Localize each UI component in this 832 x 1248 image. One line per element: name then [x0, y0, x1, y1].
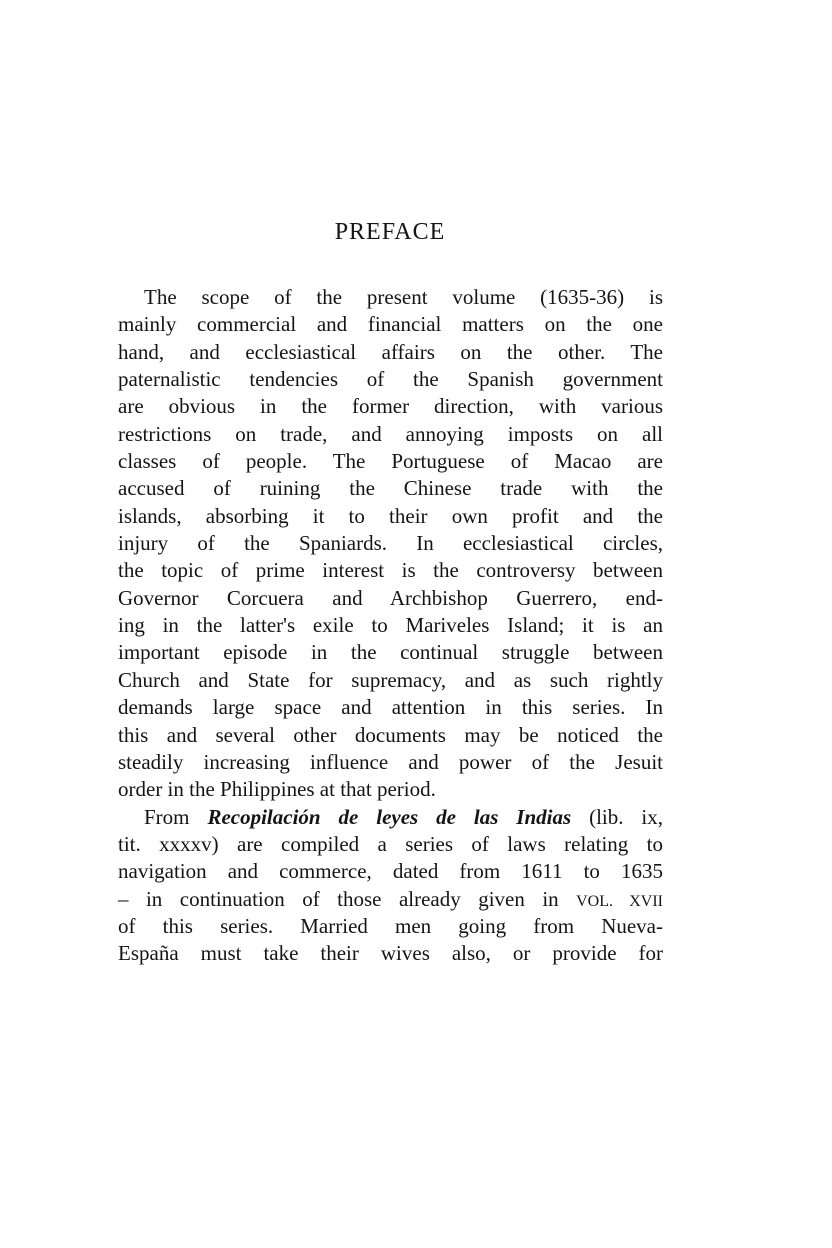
text-line: restrictions on trade, and annoying imposts on all: [118, 421, 663, 446]
paragraph-2: [118, 804, 663, 968]
text-line: order in the Philippines at that period.: [118, 777, 436, 802]
text-line: [118, 804, 663, 831]
text-line: hand, and ecclesiastical affairs on the other. The: [118, 339, 663, 364]
text-fragment: From: [144, 804, 208, 829]
text-line: injury of the Spaniards. In ecclesiastical circles,: [118, 531, 663, 556]
text-line: of this series. Married men going from Nueva-: [118, 913, 663, 938]
text-line: ing in the latter's exile to Mariveles Island; it is an: [118, 613, 663, 638]
text-line: islands, absorbing it to their own profit and the: [118, 503, 663, 528]
text-line: Church and State for supremacy, and as such rightly: [118, 667, 663, 692]
text-line: [118, 886, 663, 913]
text-fragment: (lib. ix,: [571, 804, 663, 829]
text-line: important episode in the continual struggle between: [118, 640, 663, 665]
text-line: tit. xxxxv) are compiled a series of laws relating to: [118, 831, 663, 856]
paragraph-1: [118, 284, 663, 804]
text-line: paternalistic tendencies of the Spanish government: [118, 367, 663, 392]
text-fragment: – in continuation of those already given in: [118, 886, 577, 911]
text-line: The scope of the present volume (1635-36) is: [144, 285, 663, 309]
volume-reference: VOL. XVII: [576, 892, 663, 910]
text-line: accused of ruining the Chinese trade with the: [118, 476, 663, 501]
book-title: Recopilación de leyes de las Indias: [207, 804, 572, 829]
text-line: are obvious in the former direction, with various: [118, 394, 663, 419]
text-line: navigation and commerce, dated from 1611 to 1635: [118, 859, 663, 884]
preface-body: [118, 284, 663, 968]
text-line: classes of people. The Portuguese of Macao are: [118, 449, 663, 474]
text-line: this and several other documents may be noticed the: [118, 722, 663, 747]
text-line: mainly commercial and financial matters on the one: [118, 312, 663, 337]
text-line: the topic of prime interest is the controversy between: [118, 558, 663, 583]
text-line: steadily increasing influence and power of the Jesuit: [118, 749, 663, 774]
page-title: PREFACE: [334, 219, 446, 245]
text-line: España must take their wives also, or provide for: [118, 941, 663, 966]
text-line: Governor Corcuera and Archbishop Guerrero, end-: [118, 585, 663, 610]
text-line: demands large space and attention in this series. In: [118, 695, 663, 720]
